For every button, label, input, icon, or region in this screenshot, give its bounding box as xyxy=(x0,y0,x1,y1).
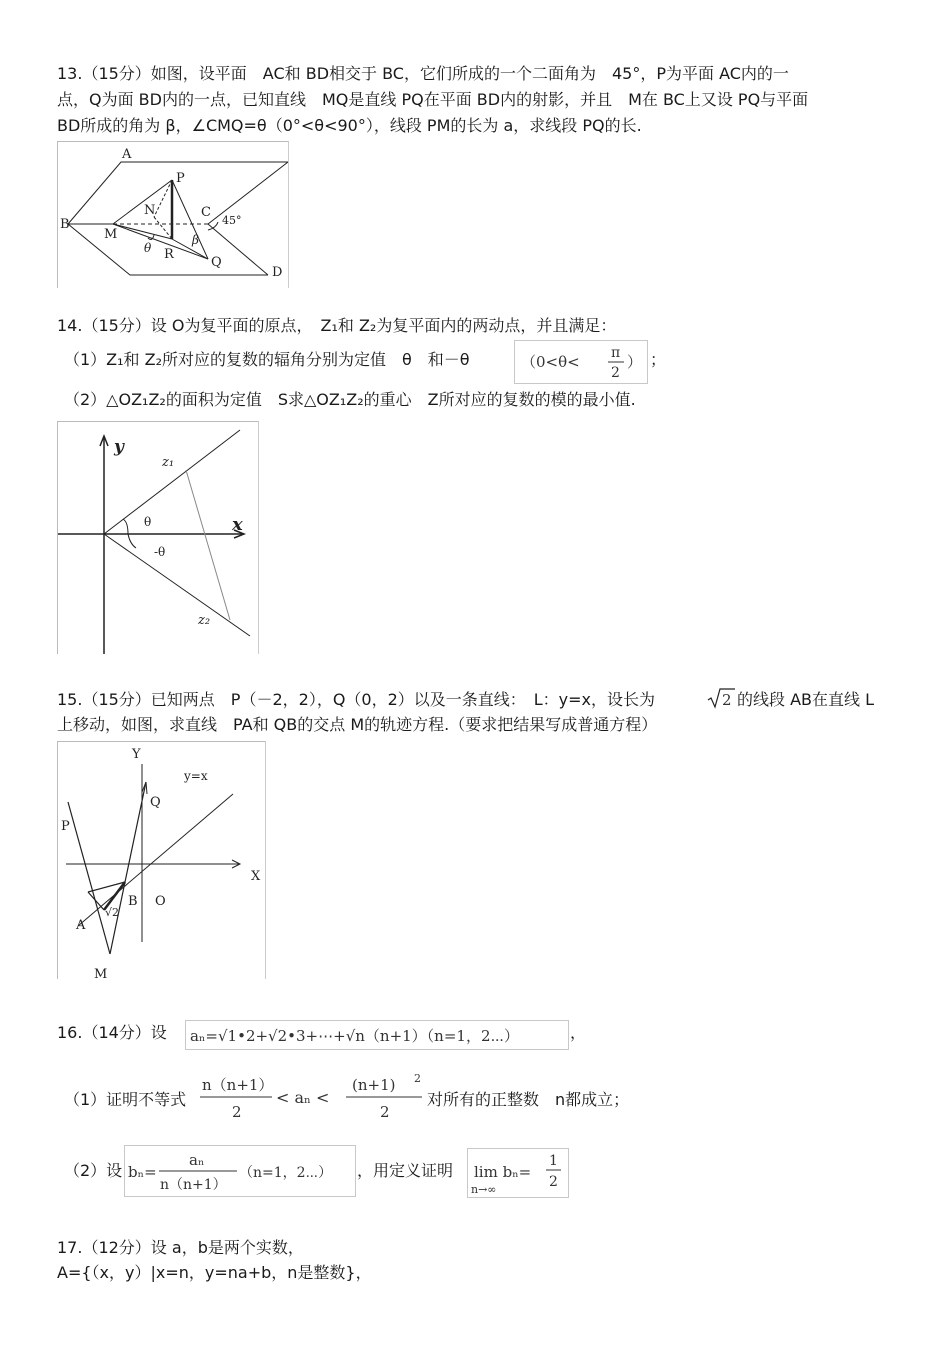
limit-top: lim bₙ= xyxy=(474,1163,532,1181)
theta-range-lhs: （0<θ< xyxy=(521,353,580,371)
label-z1: z₁ xyxy=(162,455,175,470)
axis-label-x: x xyxy=(232,514,243,535)
p14-line-1: 14.（15分）设 O为复平面的原点， Z₁和 Z₂为复平面内的两动点，并且满足： xyxy=(57,316,617,335)
label-p: P xyxy=(176,171,185,186)
complex-plane-diagram xyxy=(58,422,258,654)
p14-figure xyxy=(57,421,259,654)
label-theta: θ xyxy=(144,241,152,255)
p16-q2-label: （2）设 xyxy=(64,1161,123,1180)
bn-lhs: bₙ= xyxy=(128,1163,157,1181)
limit-den: 2 xyxy=(549,1174,558,1190)
p15-line-2: 上移动，如图，求直线 PA和 QB的交点 M的轨迹方程.（要求把结果写成普通方程） xyxy=(57,715,658,734)
theta-range-num: π xyxy=(611,345,621,361)
ineq-left-den: 2 xyxy=(232,1103,242,1121)
p16-line-1a: 16.（14分）设 xyxy=(57,1023,167,1042)
label-m: M xyxy=(104,227,118,242)
label-q: Q xyxy=(150,795,161,810)
line-label-yx: y=x xyxy=(184,769,208,783)
label-theta: θ xyxy=(144,515,152,529)
label-m: M xyxy=(94,967,108,979)
axis-label-x: X xyxy=(251,869,261,884)
label-n: N xyxy=(144,203,156,218)
p16-q1-end: 对所有的正整数 n都成立； xyxy=(427,1090,630,1109)
ineq-middle: < aₙ < xyxy=(276,1088,330,1107)
axis-label-y: y xyxy=(114,437,124,457)
label-d: D xyxy=(272,265,283,280)
ineq-right-exp: 2 xyxy=(414,1072,421,1085)
an-definition-formula xyxy=(185,1020,569,1050)
label-beta: β xyxy=(192,233,199,247)
label-z2: z₂ xyxy=(198,613,211,628)
p14-line-2: （1）Z₁和 Z₂所对应的复数的辐角分别为定值 θ 和－θ xyxy=(64,350,470,369)
p16-q2-mid: ，用定义证明 xyxy=(357,1161,454,1180)
p17-line-1: 17.（12分）设 a，b是两个实数， xyxy=(57,1238,304,1257)
sqrt2-value: 2 xyxy=(722,691,732,709)
p15-figure xyxy=(57,741,266,979)
label-45deg: 45° xyxy=(222,214,242,227)
label-r: R xyxy=(164,247,174,262)
label-c: C xyxy=(201,205,211,220)
sqrt2-symbol xyxy=(707,686,737,710)
bn-rhs: （n=1，2⋯） xyxy=(239,1165,333,1181)
p14-line-3: （2）△OZ₁Z₂的面积为定值 S求△OZ₁Z₂的重心 Z所对应的复数的模的最小值. xyxy=(64,390,636,409)
label-b: B xyxy=(128,894,138,909)
limit-formula xyxy=(467,1148,569,1198)
p13-line-3: BD所成的角为 β，∠CMQ=θ（0°<θ<90°），线段 PM的长为 a，求线段 PQ的长. xyxy=(57,116,642,135)
label-a: A xyxy=(76,918,86,933)
p14-line-2-end: ； xyxy=(650,350,667,369)
label-neg-theta: -θ xyxy=(154,545,166,559)
label-b: B xyxy=(60,217,70,232)
axis-label-y: Y xyxy=(132,747,141,762)
ineq-left-num: n（n+1） xyxy=(202,1076,274,1094)
label-sqrt2: √2 xyxy=(105,906,120,919)
theta-range-den: 2 xyxy=(611,365,620,381)
p15-line-1b: 的线段 AB在直线 L xyxy=(737,690,875,709)
label-q: Q xyxy=(211,255,222,270)
limit-num: 1 xyxy=(549,1153,558,1169)
p16-line-1b: ， xyxy=(570,1023,587,1042)
ineq-right-den: 2 xyxy=(380,1103,390,1121)
an-definition-text: aₙ=√1•2+√2•3+⋯+√n（n+1）（n=1，2⋯） xyxy=(190,1027,519,1045)
p16-q1-label: （1）证明不等式 xyxy=(64,1090,187,1109)
dihedral-angle-diagram xyxy=(58,142,288,288)
theta-range-formula xyxy=(514,340,648,384)
label-o: O xyxy=(155,894,166,909)
label-p: P xyxy=(61,819,70,834)
bn-definition-formula xyxy=(124,1145,356,1197)
ineq-right-num: (n+1) xyxy=(352,1076,396,1094)
theta-range-rhs: ） xyxy=(627,353,643,371)
p13-line-2: 点，Q为面 BD内的一点，已知直线 MQ是直线 PQ在平面 BD内的射影，并且 M在 BC上又设 PQ与平面 xyxy=(57,90,809,109)
limit-bottom: n→∞ xyxy=(471,1183,497,1196)
p17-line-2: A={（x，y）|x=n，y=na+b，n是整数}， xyxy=(57,1263,372,1282)
bn-den: n（n+1） xyxy=(160,1177,227,1193)
p13-figure xyxy=(57,141,289,288)
inequality-formula xyxy=(199,1069,427,1125)
p13-line-1: 13.（15分）如图，设平面 AC和 BD相交于 BC，它们所成的一个二面角为 45°，P为平面 AC内的一 xyxy=(57,64,789,83)
locus-diagram xyxy=(58,742,265,979)
p15-line-1a: 15.（15分）已知两点 P（－2，2），Q（0，2）以及一条直线： L：y=x，设长为 xyxy=(57,690,656,709)
label-a: A xyxy=(122,147,132,162)
bn-num: aₙ xyxy=(189,1151,205,1169)
